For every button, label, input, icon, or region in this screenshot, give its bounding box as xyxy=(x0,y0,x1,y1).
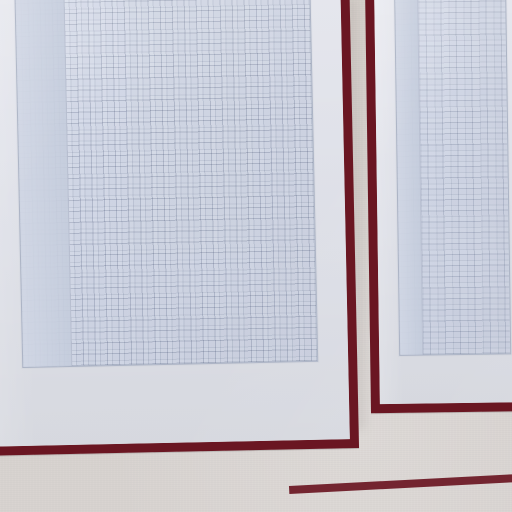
right-document-margin xyxy=(395,0,423,355)
right-document xyxy=(394,0,511,356)
right-frame xyxy=(365,0,512,413)
left-document xyxy=(14,0,318,368)
left-document-margin xyxy=(15,0,72,367)
